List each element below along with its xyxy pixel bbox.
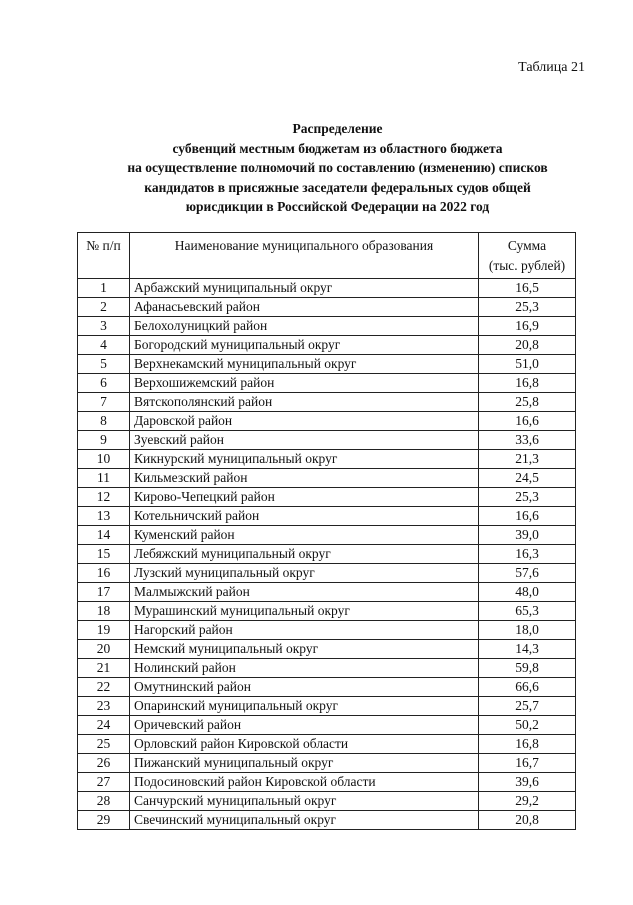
table-row xyxy=(78,735,576,754)
row-number-cell: 22 xyxy=(78,678,130,697)
table-row xyxy=(78,412,576,431)
row-number-cell: 9 xyxy=(78,431,130,450)
row-name-cell: Кикнурский муниципальный округ xyxy=(130,450,479,469)
row-number-cell: 13 xyxy=(78,507,130,526)
table-row xyxy=(78,716,576,735)
row-sum-cell: 39,6 xyxy=(479,773,576,792)
row-name-cell: Богородский муниципальный округ xyxy=(130,336,479,355)
table-row xyxy=(78,469,576,488)
title-line: кандидатов в присяжные заседатели федеральных судов общей xyxy=(144,179,531,195)
table-row xyxy=(78,697,576,716)
table-row xyxy=(78,659,576,678)
row-name-cell: Белохолуницкий район xyxy=(130,317,479,336)
table-row xyxy=(78,279,576,298)
row-sum-cell: 25,7 xyxy=(479,697,576,716)
row-number-cell: 24 xyxy=(78,716,130,735)
row-number-cell: 29 xyxy=(78,811,130,830)
table-row xyxy=(78,621,576,640)
row-number-cell: 4 xyxy=(78,336,130,355)
table-row xyxy=(78,507,576,526)
row-sum-cell: 16,5 xyxy=(479,279,576,298)
row-name-cell: Немский муниципальный округ xyxy=(130,640,479,659)
row-number-cell: 5 xyxy=(78,355,130,374)
table-row xyxy=(78,450,576,469)
row-name-cell: Кильмезский район xyxy=(130,469,479,488)
row-sum-cell: 16,7 xyxy=(479,754,576,773)
row-sum-cell: 16,8 xyxy=(479,374,576,393)
row-name-cell: Лебяжский муниципальный округ xyxy=(130,545,479,564)
row-name-cell: Оричевский район xyxy=(130,716,479,735)
table-row xyxy=(78,754,576,773)
row-name-cell: Даровской район xyxy=(130,412,479,431)
row-name-cell: Малмыжский район xyxy=(130,583,479,602)
document-title xyxy=(60,119,615,217)
row-sum-cell: 33,6 xyxy=(479,431,576,450)
row-number-cell: 27 xyxy=(78,773,130,792)
column-header-sum xyxy=(479,233,576,279)
table-row xyxy=(78,545,576,564)
row-sum-cell: 39,0 xyxy=(479,526,576,545)
row-name-cell: Орловский район Кировской области xyxy=(130,735,479,754)
table-row xyxy=(78,298,576,317)
row-name-cell: Верхошижемский район xyxy=(130,374,479,393)
row-sum-cell: 29,2 xyxy=(479,792,576,811)
row-name-cell: Нолинский район xyxy=(130,659,479,678)
row-sum-cell: 20,8 xyxy=(479,811,576,830)
table-row xyxy=(78,336,576,355)
title-line: юрисдикции в Российской Федерации на 2022 год xyxy=(185,199,490,214)
row-sum-cell: 18,0 xyxy=(479,621,576,640)
budget-table xyxy=(77,232,576,830)
row-number-cell: 23 xyxy=(78,697,130,716)
row-name-cell: Пижанский муниципальный округ xyxy=(130,754,479,773)
table-row xyxy=(78,678,576,697)
row-sum-cell: 51,0 xyxy=(479,355,576,374)
column-header-sum-line1: Сумма xyxy=(507,238,547,253)
row-number-cell: 21 xyxy=(78,659,130,678)
row-number-cell: 17 xyxy=(78,583,130,602)
row-sum-cell: 66,6 xyxy=(479,678,576,697)
row-number-cell: 8 xyxy=(78,412,130,431)
row-sum-cell: 57,6 xyxy=(479,564,576,583)
row-number-cell: 28 xyxy=(78,792,130,811)
table-row xyxy=(78,393,576,412)
table-row xyxy=(78,526,576,545)
title-line: Распределение xyxy=(292,121,383,136)
row-name-cell: Санчурский муниципальный округ xyxy=(130,792,479,811)
row-sum-cell: 65,3 xyxy=(479,602,576,621)
row-name-cell: Нагорский район xyxy=(130,621,479,640)
row-name-cell: Мурашинский муниципальный округ xyxy=(130,602,479,621)
table-row xyxy=(78,792,576,811)
table-body xyxy=(78,279,576,830)
row-name-cell: Подосиновский район Кировской области xyxy=(130,773,479,792)
table-row xyxy=(78,374,576,393)
row-number-cell: 25 xyxy=(78,735,130,754)
row-name-cell: Кирово-Чепецкий район xyxy=(130,488,479,507)
row-sum-cell: 25,3 xyxy=(479,298,576,317)
row-number-cell: 26 xyxy=(78,754,130,773)
table-number-label: Таблица 21 xyxy=(518,60,585,75)
table-row xyxy=(78,564,576,583)
row-sum-cell: 21,3 xyxy=(479,450,576,469)
table-row xyxy=(78,431,576,450)
row-name-cell: Арбажский муниципальный округ xyxy=(130,279,479,298)
row-number-cell: 6 xyxy=(78,374,130,393)
column-header-sum-line2: (тыс. рублей) xyxy=(488,258,566,273)
row-name-cell: Зуевский район xyxy=(130,431,479,450)
row-name-cell: Куменский район xyxy=(130,526,479,545)
title-line: на осуществление полномочий по составлению (изменению) списков xyxy=(127,160,548,175)
table-row xyxy=(78,773,576,792)
row-sum-cell: 59,8 xyxy=(479,659,576,678)
row-number-cell: 19 xyxy=(78,621,130,640)
row-number-cell: 12 xyxy=(78,488,130,507)
table-row xyxy=(78,811,576,830)
row-name-cell: Верхнекамский муниципальный округ xyxy=(130,355,479,374)
row-number-cell: 11 xyxy=(78,469,130,488)
row-name-cell: Лузский муниципальный округ xyxy=(130,564,479,583)
table-row xyxy=(78,317,576,336)
row-sum-cell: 25,8 xyxy=(479,393,576,412)
row-number-cell: 10 xyxy=(78,450,130,469)
row-sum-cell: 16,9 xyxy=(479,317,576,336)
row-sum-cell: 14,3 xyxy=(479,640,576,659)
row-number-cell: 7 xyxy=(78,393,130,412)
row-name-cell: Афанасьевский район xyxy=(130,298,479,317)
row-sum-cell: 16,3 xyxy=(479,545,576,564)
table-row xyxy=(78,583,576,602)
row-number-cell: 14 xyxy=(78,526,130,545)
row-sum-cell: 24,5 xyxy=(479,469,576,488)
row-number-cell: 1 xyxy=(78,279,130,298)
row-sum-cell: 48,0 xyxy=(479,583,576,602)
row-number-cell: 18 xyxy=(78,602,130,621)
row-number-cell: 2 xyxy=(78,298,130,317)
row-sum-cell: 16,6 xyxy=(479,412,576,431)
row-name-cell: Вятскополянский район xyxy=(130,393,479,412)
row-sum-cell: 25,3 xyxy=(479,488,576,507)
row-name-cell: Котельничский район xyxy=(130,507,479,526)
row-name-cell: Омутнинский район xyxy=(130,678,479,697)
row-sum-cell: 50,2 xyxy=(479,716,576,735)
row-name-cell: Свечинский муниципальный округ xyxy=(130,811,479,830)
table-row xyxy=(78,488,576,507)
table-row xyxy=(78,355,576,374)
column-header-name: Наименование муниципального образования xyxy=(130,233,479,279)
row-number-cell: 3 xyxy=(78,317,130,336)
table-row xyxy=(78,640,576,659)
table-row xyxy=(78,602,576,621)
title-line: субвенций местным бюджетам из областного бюджета xyxy=(172,140,503,156)
row-number-cell: 20 xyxy=(78,640,130,659)
row-name-cell: Опаринский муниципальный округ xyxy=(130,697,479,716)
row-sum-cell: 16,6 xyxy=(479,507,576,526)
row-sum-cell: 20,8 xyxy=(479,336,576,355)
table-header-row xyxy=(78,233,576,279)
column-header-num: № п/п xyxy=(78,233,130,279)
row-number-cell: 15 xyxy=(78,545,130,564)
row-sum-cell: 16,8 xyxy=(479,735,576,754)
row-number-cell: 16 xyxy=(78,564,130,583)
